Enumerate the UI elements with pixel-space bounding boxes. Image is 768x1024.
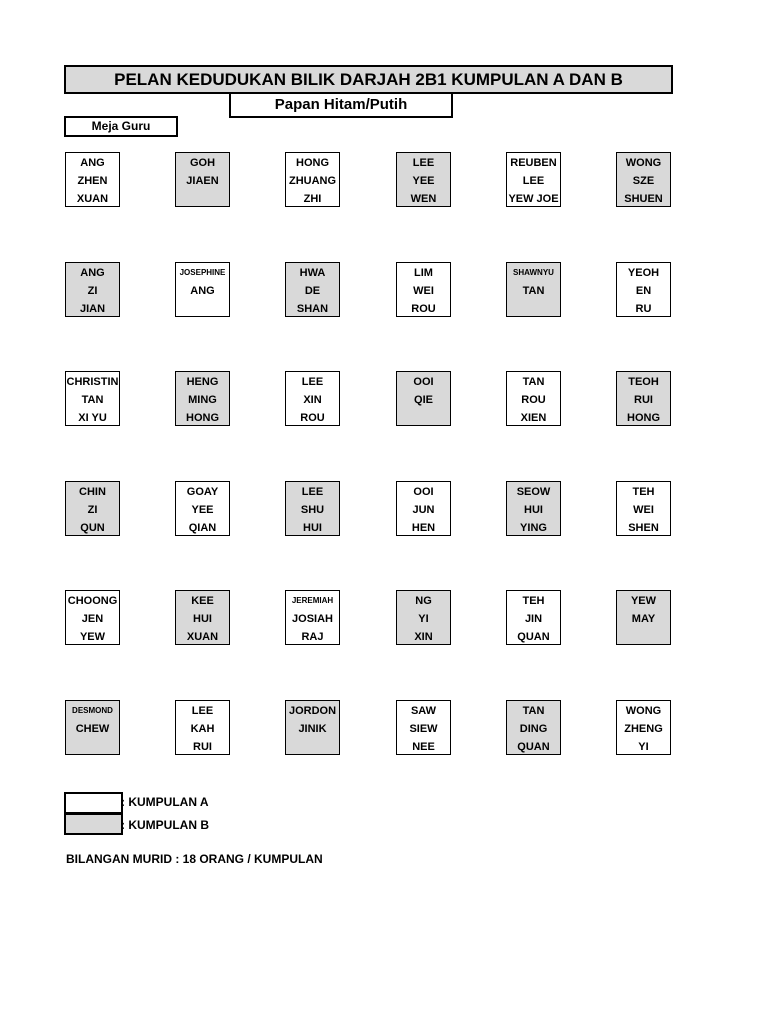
seat-r2-c6 (616, 262, 671, 317)
seat-r2-c5 (506, 262, 561, 317)
seat-name-line: NG (415, 595, 432, 607)
seat-name-line: WONG (625, 157, 662, 169)
seat-name-line: WEI (413, 285, 434, 297)
seat-name-line: RU (635, 303, 652, 315)
seat-name-line: DING (519, 723, 548, 735)
whiteboard-label: Papan Hitam/Putih (229, 92, 453, 118)
seat-name-line: ANG (80, 157, 105, 169)
seat-name-line: YEW (630, 595, 657, 607)
seat-name-line: SIEW (409, 723, 438, 735)
seat-name-line: HENG (186, 376, 219, 388)
seat-name-line: TEH (522, 595, 545, 607)
seat-name-line: ZHEN (77, 175, 108, 187)
page-title: PELAN KEDUDUKAN BILIK DARJAH 2B1 KUMPULAN A DAN B (64, 65, 673, 94)
seat-name-line: ANG (80, 267, 105, 279)
seat-name-line: HONG (627, 412, 660, 424)
seat-name-line: CHIN (79, 486, 106, 498)
seat-name-line: TEOH (628, 376, 659, 388)
seat-name-line: LIM (414, 267, 433, 279)
seat-r6-c6 (616, 700, 671, 755)
teacher-desk-label: Meja Guru (64, 116, 178, 137)
seat-r3-c6 (616, 371, 671, 426)
seat-name-line: CHRISTIN (66, 376, 119, 388)
seat-r6-c5 (506, 700, 561, 755)
seat-name-line: HUI (524, 504, 543, 516)
seat-r4-c2 (175, 481, 230, 536)
seat-name-line: OOI (413, 486, 434, 498)
seat-name-line: DE (304, 285, 321, 297)
seat-name-line: SHAN (296, 303, 329, 315)
seat-r4-c5 (506, 481, 561, 536)
seat-name-line: MAY (631, 613, 656, 625)
seat-name-line: ROU (300, 412, 325, 424)
seat-name-line: ZHI (303, 193, 322, 205)
seat-name-line: JOSIAH (292, 613, 333, 625)
seat-name-line: JIN (524, 613, 543, 625)
seat-r1-c2 (175, 152, 230, 207)
seat-r1-c3 (285, 152, 340, 207)
seat-name-line: QIE (414, 394, 433, 406)
seat-name-line: JEN (81, 613, 104, 625)
seat-name-line: RUI (193, 741, 212, 753)
seat-name-line: HONG (186, 412, 219, 424)
seat-name-line: TAN (522, 285, 545, 297)
seat-name-line: XIN (303, 394, 322, 406)
seat-name-line: SHAWNYU (513, 268, 554, 277)
seat-name-line: KAH (190, 723, 215, 735)
seat-name-line: EN (635, 285, 652, 297)
seat-name-line: SZE (632, 175, 655, 187)
seat-name-line: ROU (411, 303, 436, 315)
seat-r5-c3 (285, 590, 340, 645)
seat-name-line: XIEN (520, 412, 547, 424)
seat-name-line: LEE (301, 376, 324, 388)
seat-r3-c5 (506, 371, 561, 426)
seat-r3-c2 (175, 371, 230, 426)
seat-r4-c1 (65, 481, 120, 536)
seat-name-line: MING (188, 394, 217, 406)
seat-name-line: YI (418, 613, 429, 625)
seat-name-line: WEN (410, 193, 437, 205)
seat-name-line: SAW (410, 705, 437, 717)
legend-swatch-group-b (64, 813, 123, 835)
seat-name-line: ZI (87, 504, 98, 516)
seat-name-line: XUAN (76, 193, 109, 205)
seat-name-line: TAN (522, 376, 545, 388)
seat-name-line: WONG (625, 705, 662, 717)
seat-r5-c1 (65, 590, 120, 645)
seat-name-line: HONG (296, 157, 329, 169)
seat-r5-c2 (175, 590, 230, 645)
seat-name-line: QIAN (188, 522, 217, 534)
seat-name-line: DESMOND (72, 706, 113, 715)
seat-r5-c5 (506, 590, 561, 645)
seat-r2-c3 (285, 262, 340, 317)
seat-name-line: REUBEN (510, 157, 557, 169)
seat-name-line: ZI (87, 285, 98, 297)
seat-r6-c3 (285, 700, 340, 755)
seat-r2-c4 (396, 262, 451, 317)
seat-name-line: YEE (412, 175, 435, 187)
seat-name-line: HUI (193, 613, 212, 625)
seat-r3-c4 (396, 371, 451, 426)
seat-name-line: YEOH (627, 267, 660, 279)
seat-r1-c4 (396, 152, 451, 207)
seat-name-line: YEE (191, 504, 214, 516)
seat-name-line: JIAEN (186, 175, 219, 187)
seat-name-line: ANG (190, 285, 215, 297)
seat-name-line: TAN (81, 394, 104, 406)
seat-r2-c2 (175, 262, 230, 317)
seat-name-line: LEE (522, 175, 545, 187)
seat-r3-c1 (65, 371, 120, 426)
seat-name-line: XIN (414, 631, 433, 643)
seat-name-line: YEW (79, 631, 106, 643)
seat-name-line: WEI (633, 504, 654, 516)
seat-r4-c4 (396, 481, 451, 536)
seat-name-line: TAN (522, 705, 545, 717)
seat-name-line: YI (638, 741, 649, 753)
seat-r4-c3 (285, 481, 340, 536)
seat-name-line: XUAN (186, 631, 219, 643)
seat-name-line: SHUEN (624, 193, 663, 205)
seat-name-line: JEREMIAH (291, 596, 334, 605)
seat-r6-c2 (175, 700, 230, 755)
seat-name-line: GOH (189, 157, 216, 169)
seat-name-line: JORDON (288, 705, 337, 717)
seat-name-line: YEW JOE (508, 193, 559, 205)
seat-name-line: HWA (299, 267, 326, 279)
seat-name-line: JIAN (79, 303, 106, 315)
seat-name-line: QUAN (517, 631, 550, 643)
seat-name-line: TEH (632, 486, 655, 498)
seat-name-line: CHOONG (67, 595, 118, 607)
seat-name-line: SHEN (628, 522, 659, 534)
seat-name-line: LEE (301, 486, 324, 498)
seat-r6-c1 (65, 700, 120, 755)
seat-name-line: ZHENG (624, 723, 663, 735)
seat-name-line: XI YU (78, 412, 107, 424)
seat-name-line: HEN (411, 522, 436, 534)
seat-r6-c4 (396, 700, 451, 755)
seat-r3-c3 (285, 371, 340, 426)
seat-name-line: LEE (412, 157, 435, 169)
seat-name-line: JINIK (298, 723, 327, 735)
student-count-note: BILANGAN MURID : 18 ORANG / KUMPULAN (66, 852, 323, 866)
seat-name-line: JUN (412, 504, 435, 516)
seat-name-line: NEE (412, 741, 435, 753)
seat-name-line: GOAY (186, 486, 219, 498)
seat-r1-c5 (506, 152, 561, 207)
seat-name-line: RAJ (301, 631, 324, 643)
seat-name-line: ROU (521, 394, 546, 406)
legend-label-group-b: : KUMPULAN B (121, 818, 209, 832)
seat-name-line: OOI (413, 376, 434, 388)
legend-swatch-group-a (64, 792, 123, 814)
seat-r1-c6 (616, 152, 671, 207)
seat-name-line: RUI (634, 394, 653, 406)
seat-name-line: KEE (191, 595, 214, 607)
seat-name-line: SEOW (516, 486, 551, 498)
seat-name-line: ZHUANG (288, 175, 337, 187)
seat-name-line: QUAN (517, 741, 550, 753)
seat-name-line: CHEW (75, 723, 110, 735)
seat-name-line: LEE (191, 705, 214, 717)
seat-name-line: YING (520, 522, 547, 534)
seat-name-line: HUI (303, 522, 322, 534)
seat-r5-c4 (396, 590, 451, 645)
seat-name-line: SHU (300, 504, 325, 516)
legend-label-group-a: : KUMPULAN A (121, 795, 209, 809)
seat-r5-c6 (616, 590, 671, 645)
seat-name-line: JOSEPHINE (179, 268, 226, 277)
seat-r2-c1 (65, 262, 120, 317)
seat-r4-c6 (616, 481, 671, 536)
seat-r1-c1 (65, 152, 120, 207)
seat-name-line: QUN (80, 522, 105, 534)
